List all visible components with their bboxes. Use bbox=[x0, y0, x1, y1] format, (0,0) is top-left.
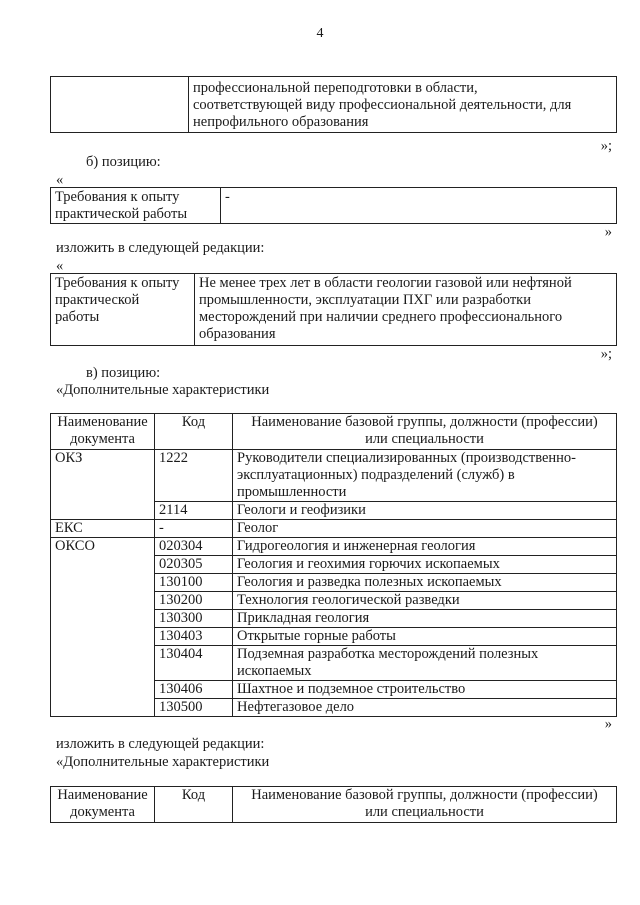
page-number: 4 bbox=[316, 26, 324, 41]
row-doc: ОКЗ bbox=[51, 450, 155, 520]
experience-label-line: работы bbox=[55, 309, 100, 325]
experience-value-line: Не менее трех лет в области геологии газовой или нефтяной bbox=[199, 275, 572, 291]
replace-instruction: изложить в следующей редакции: bbox=[56, 240, 265, 256]
row-name bbox=[233, 450, 617, 502]
row-name-line: ископаемых bbox=[237, 663, 312, 679]
extra-table bbox=[50, 413, 617, 717]
top-table-text-cell bbox=[189, 77, 617, 133]
table-row bbox=[51, 450, 617, 502]
top-table-line: непрофильного образования bbox=[193, 114, 369, 130]
row-code: 130500 bbox=[155, 699, 233, 717]
section-v-label: в) позицию: bbox=[86, 365, 161, 381]
experience-label-line: практической bbox=[55, 292, 140, 308]
header-doc-line: документа bbox=[70, 804, 135, 820]
row-name-line: Геология и разведка полезных ископаемых bbox=[237, 574, 502, 590]
row-name bbox=[233, 699, 617, 717]
row-name bbox=[233, 628, 617, 646]
extra-title: «Дополнительные характеристики bbox=[56, 382, 270, 398]
row-name bbox=[233, 520, 617, 538]
row-doc: ОКСО bbox=[51, 538, 155, 717]
row-code: 130404 bbox=[155, 646, 233, 681]
row-code: 020305 bbox=[155, 556, 233, 574]
row-name-line: Гидрогеология и инженерная геология bbox=[237, 538, 476, 554]
experience-value-cell: - bbox=[221, 188, 617, 224]
experience-old-table bbox=[50, 187, 617, 224]
close-quote: »; bbox=[600, 138, 612, 154]
row-name-line: эксплуатационных) подразделений (служб) в bbox=[237, 467, 515, 483]
row-name-line: Геолог bbox=[237, 520, 279, 536]
row-name-line: Открытые горные работы bbox=[237, 628, 396, 644]
header-code: Код bbox=[155, 787, 233, 823]
row-name-line: Геологи и геофизики bbox=[237, 502, 366, 518]
experience-new-table bbox=[50, 273, 617, 346]
row-name bbox=[233, 574, 617, 592]
row-name bbox=[233, 502, 617, 520]
extra-table-new bbox=[50, 786, 617, 823]
experience-value-line: месторождений при наличии среднего профессионального bbox=[199, 309, 563, 325]
row-name-line: Руководители специализированных (производственно- bbox=[237, 450, 577, 466]
open-quote: « bbox=[56, 172, 64, 188]
row-code: 130100 bbox=[155, 574, 233, 592]
experience-label-line: Требования к опыту bbox=[55, 189, 180, 205]
header-doc-line: документа bbox=[70, 431, 135, 447]
header-code: Код bbox=[155, 414, 233, 450]
experience-label-line: Требования к опыту bbox=[55, 275, 180, 291]
row-name-line: Прикладная геология bbox=[237, 610, 370, 626]
row-name bbox=[233, 592, 617, 610]
row-code: 130300 bbox=[155, 610, 233, 628]
header-name-line: или специальности bbox=[365, 804, 484, 820]
header-doc bbox=[51, 414, 155, 450]
row-name bbox=[233, 556, 617, 574]
row-name-line: Подземная разработка месторождений полезных bbox=[237, 646, 539, 662]
open-quote: « bbox=[56, 258, 64, 274]
row-code: 2114 bbox=[155, 502, 233, 520]
header-name-line: или специальности bbox=[365, 431, 484, 447]
row-code: 1222 bbox=[155, 450, 233, 502]
row-name bbox=[233, 681, 617, 699]
row-name-line: Геология и геохимия горючих ископаемых bbox=[237, 556, 500, 572]
header-name-line: Наименование базовой группы, должности (профессии) bbox=[251, 414, 598, 430]
experience-label-cell bbox=[51, 188, 221, 224]
row-code: 020304 bbox=[155, 538, 233, 556]
row-name bbox=[233, 538, 617, 556]
experience-label-cell bbox=[51, 274, 195, 346]
table-row bbox=[51, 538, 617, 556]
extra-title: «Дополнительные характеристики bbox=[56, 754, 270, 770]
row-code: 130406 bbox=[155, 681, 233, 699]
row-name-line: Нефтегазовое дело bbox=[237, 699, 355, 715]
row-doc: ЕКС bbox=[51, 520, 155, 538]
header-name bbox=[233, 414, 617, 450]
close-quote: » bbox=[604, 716, 612, 732]
section-b-label: б) позицию: bbox=[86, 154, 161, 170]
experience-value-cell bbox=[195, 274, 617, 346]
experience-value-line: образования bbox=[199, 326, 276, 342]
close-quote: »; bbox=[600, 346, 612, 362]
row-code: 130403 bbox=[155, 628, 233, 646]
table-row bbox=[51, 520, 617, 538]
row-code: - bbox=[155, 520, 233, 538]
experience-label-line: практической работы bbox=[55, 206, 188, 222]
row-name-line: Шахтное и подземное строительство bbox=[237, 681, 466, 697]
top-table-empty-cell bbox=[51, 77, 189, 133]
header-name-line: Наименование базовой группы, должности (профессии) bbox=[251, 787, 598, 803]
close-quote: » bbox=[604, 224, 612, 240]
header-doc-line: Наименование bbox=[57, 787, 148, 803]
top-table bbox=[50, 76, 617, 133]
row-name bbox=[233, 610, 617, 628]
extra-table-body bbox=[51, 450, 617, 717]
row-code: 130200 bbox=[155, 592, 233, 610]
row-name-line: промышленности bbox=[237, 484, 347, 500]
top-table-line: профессиональной переподготовки в области, bbox=[193, 80, 478, 96]
top-table-line: соответствующей виду профессиональной деятельности, для bbox=[193, 97, 572, 113]
header-name bbox=[233, 787, 617, 823]
row-name-line: Технология геологической разведки bbox=[237, 592, 460, 608]
experience-value-line: промышленности, эксплуатации ПХГ или разработки bbox=[199, 292, 531, 308]
header-doc bbox=[51, 787, 155, 823]
row-name bbox=[233, 646, 617, 681]
replace-instruction: изложить в следующей редакции: bbox=[56, 736, 265, 752]
header-doc-line: Наименование bbox=[57, 414, 148, 430]
